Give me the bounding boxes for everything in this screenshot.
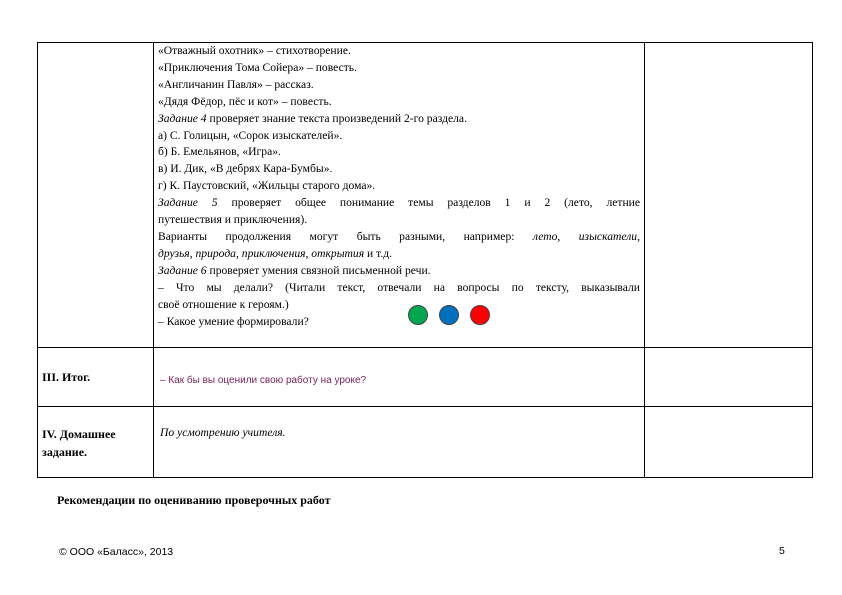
variants-line-2: друзья, природа, приключения, открытия и т.д. xyxy=(158,246,393,260)
table-col-divider-2 xyxy=(644,42,645,478)
task4-line: Задание 4 проверяет знание текста произведений 2-го раздела. xyxy=(158,111,467,125)
copyright-footer: © ООО «Баласс», 2013 xyxy=(59,546,174,558)
task6-line: Задание 6 проверяет умения связной письменной речи. xyxy=(158,263,431,277)
question-1-line-2: своё отношение к героям.) xyxy=(158,297,289,311)
task5-line-2: путешествия и приключения). xyxy=(158,213,308,227)
table-right-border xyxy=(812,42,813,478)
recommendations-heading: Рекомендации по оцениванию проверочных работ xyxy=(57,493,331,507)
page-number: 5 xyxy=(779,545,785,557)
content-line: г) К. Паустовский, «Жильцы старого дома». xyxy=(158,179,376,193)
lesson-content xyxy=(158,43,640,330)
homework-label-line-1: IV. Домашнее xyxy=(42,427,116,441)
content-line: «Отважный охотник» – стихотворение. xyxy=(158,44,351,57)
green-dot xyxy=(408,305,428,325)
task5-prefix: Задание 5 xyxy=(158,196,218,210)
content-line: «Англичанин Павля» – рассказ. xyxy=(158,77,314,91)
blue-dot xyxy=(439,305,459,325)
row-label-itog: III. Итог. xyxy=(42,370,91,384)
task4-prefix: Задание 4 xyxy=(158,111,207,125)
content-line: б) Б. Емельянов, «Игра». xyxy=(158,145,281,159)
content-line: «Дядя Фёдор, пёс и кот» – повесть. xyxy=(158,94,332,108)
itog-question: – Как бы вы оценили свою работу на уроке? xyxy=(160,375,367,386)
variants-line-1: Варианты продолжения могут быть разными, например: лето, изыскатели, xyxy=(158,229,640,243)
content-line: «Приключения Тома Сойера» – повесть. xyxy=(158,60,357,74)
question-1-line-1: – Что мы делали? (Читали текст, отвечали на вопросы по тексту, выказывали xyxy=(158,280,640,294)
homework-label-line-2: задание. xyxy=(42,445,88,459)
table-col-divider-1 xyxy=(153,42,154,478)
row-label-homework xyxy=(42,425,116,461)
task5-line-1: Задание 5 проверяет общее понимание темы разделов 1 и 2 (лето, летние xyxy=(158,196,641,210)
task6-prefix: Задание 6 xyxy=(158,263,207,277)
red-dot xyxy=(470,305,490,325)
homework-text: По усмотрению учителя. xyxy=(160,426,286,439)
content-line: а) С. Голицын, «Сорок изыскателей». xyxy=(158,128,343,142)
question-2: – Какое умение формировали? xyxy=(158,314,309,328)
content-line: в) И. Дик, «В дебрях Кара-Бумбы». xyxy=(158,162,333,176)
table-left-border xyxy=(37,42,38,478)
